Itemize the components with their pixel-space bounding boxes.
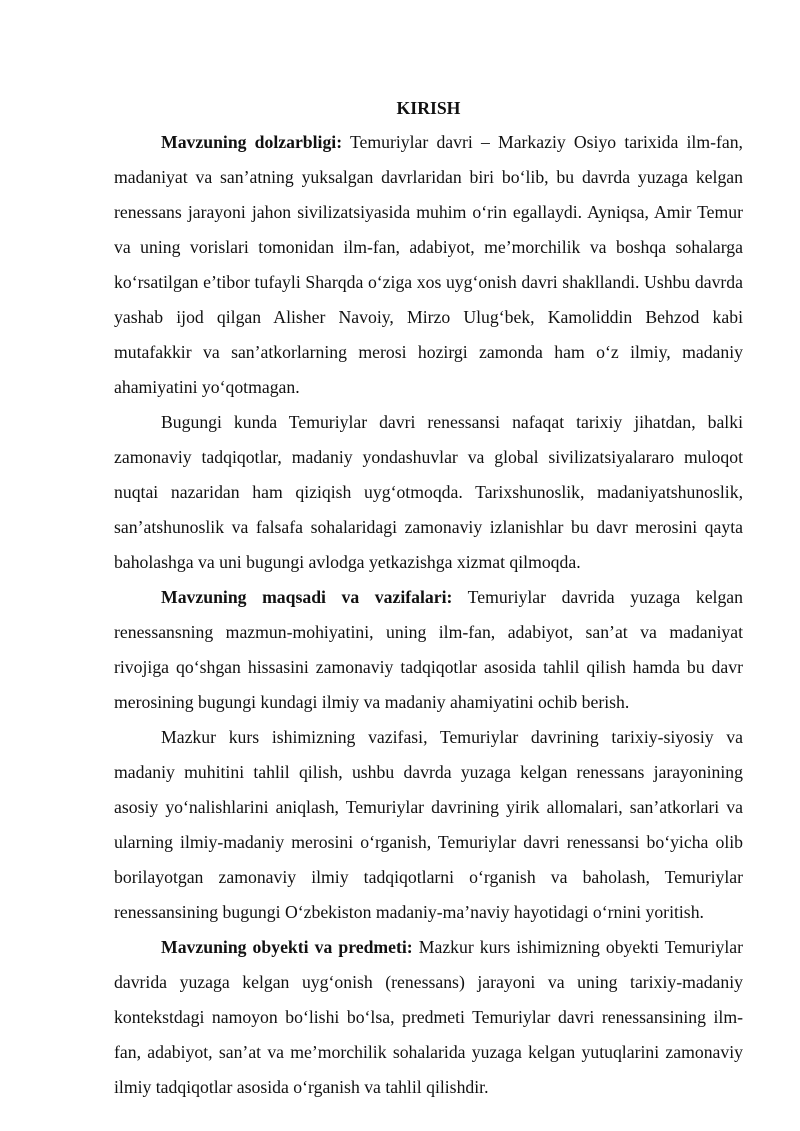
- paragraph-text: Temuriylar davri – Markaziy Osiyo tarixida ilm-fan, madaniyat va san’atning yuksalgan davrlaridan biri bo‘lib, bu davrda yuzaga kelgan renessans jarayoni jahon sivilizatsiyasida muhim o‘rin egallaydi. Ayniqsa, Amir Temur va uning vorislari tomonidan ilm-fan, adabiyot, me’morchilik va boshqa sohalarga ko‘rsatilgan e’tibor tufayli Sharqda o‘ziga xos uyg‘onish davri shakllandi. Ushbu davrda yashab ijod qilgan Alisher Navoiy, Mirzo Ulug‘bek, Kamoliddin Behzod kabi mutafakkir va san’atkorlarning merosi hozirgi zamonda ham o‘z ilmiy, madaniy ahamiyatini yo‘qotmagan.: [114, 132, 743, 397]
- paragraph-heading: Mavzuning obyekti va predmeti:: [161, 937, 413, 957]
- paragraph-object-subject: [114, 930, 743, 1105]
- paragraph-text: Mazkur kurs ishimizning vazifasi, Temuriylar davrining tarixiy-siyosiy va madaniy muhitini tahlil qilish, ushbu davrda yuzaga kelgan renessans jarayonining asosiy yo‘nalishlarini aniqlash, Temuriylar davrining yirik allomalari, san’atkorlari va ularning ilmiy-madaniy merosini o‘rganish, Temuriylar davri renessansi bo‘yicha olib borilayotgan zamonaviy ilmiy tadqiqotlarni o‘rganish va baholash, Temuriylar renessansining bugungi O‘zbekiston madaniy-ma’naviy hayotidagi o‘rnini yoritish.: [114, 727, 743, 922]
- paragraph-heading: Mavzuning maqsadi va vazifalari:: [161, 587, 453, 607]
- page-title: KIRISH: [396, 98, 461, 118]
- paragraph-text: Bugungi kunda Temuriylar davri renessansi nafaqat tarixiy jihatdan, balki zamonaviy tadqiqotlar, madaniy yondashuvlar va global sivilizatsiyalararo muloqot nuqtai nazaridan ham qiziqish uyg‘otmoqda. Tarixshunoslik, madaniyatshunoslik, san’atshunoslik va falsafa sohalaridagi zamonaviy izlanishlar bu davr merosini qayta baholashga va uni bugungi avlodga yetkazishga xizmat qilmoqda.: [114, 412, 743, 572]
- paragraph-text: Mazkur kurs ishimizning obyekti Temuriylar davrida yuzaga kelgan uyg‘onish (renessans) jarayoni va uning tarixiy-madaniy kontekstdagi namoyon bo‘lishi bo‘lsa, predmeti Temuriylar davri renessansining ilm-fan, adabiyot, san’at va me’morchilik sohalarida yuzaga kelgan yutuqlarini zamonaviy ilmiy tadqiqotlar asosida o‘rganish va tahlil qilishdir.: [114, 937, 743, 1097]
- paragraph-text: Temuriylar davrida yuzaga kelgan renessansning mazmun-mohiyatini, uning ilm-fan, adabiyot, san’at va madaniyat rivojiga qo‘shgan hissasini zamonaviy tadqiqotlar asosida tahlil qilish hamda bu davr merosining bugungi kundagi ilmiy va madaniy ahamiyatini ochib berish.: [114, 587, 743, 712]
- paragraph-heading: Mavzuning dolzarbligi:: [161, 132, 343, 152]
- paragraph-today: [114, 405, 743, 580]
- paragraph-tasks: [114, 720, 743, 930]
- paragraph-relevance: [114, 125, 743, 405]
- paragraph-goals: [114, 580, 743, 720]
